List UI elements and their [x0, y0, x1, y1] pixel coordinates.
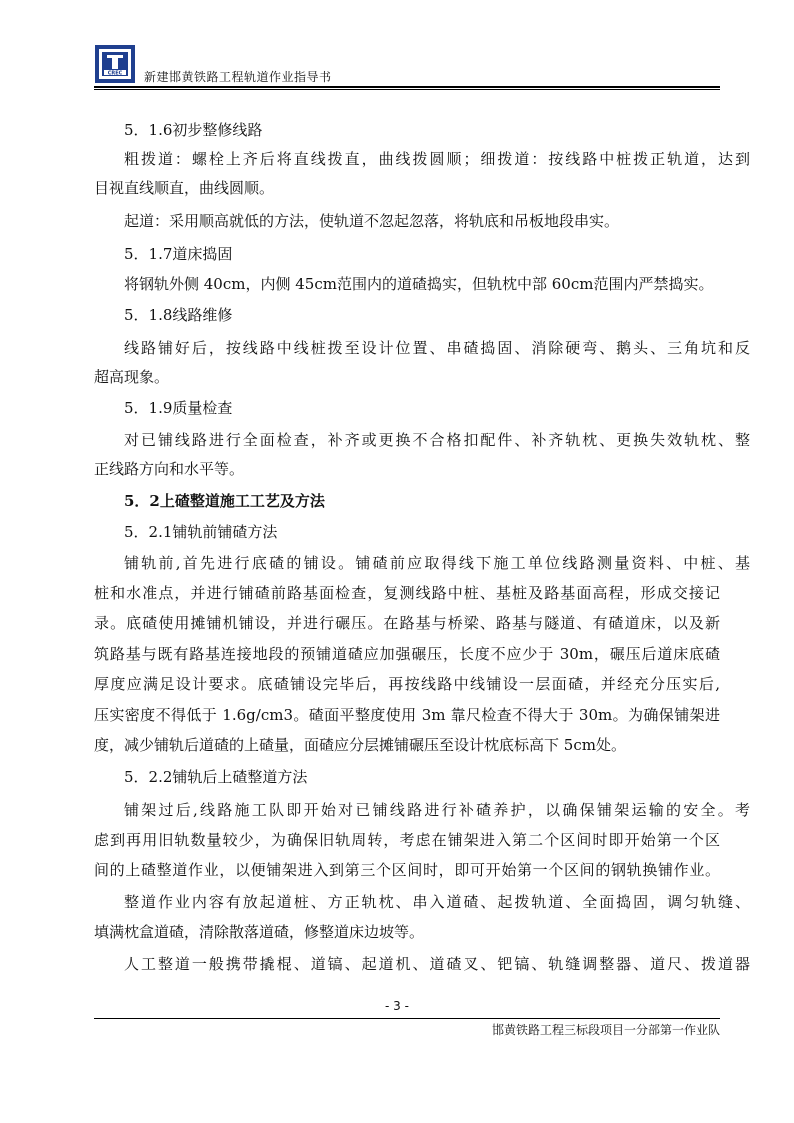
page-header — [94, 44, 720, 86]
section-heading: 5．1.9质量检查 — [124, 399, 233, 417]
section-heading: 5．1.7道床捣固 — [124, 245, 233, 263]
footer-organization: 邯黄铁路工程三标段项目一分部第一作业队 — [491, 1023, 720, 1037]
paragraph-line: 目视直线顺直，曲线圆顺。 — [94, 179, 275, 197]
paragraph-line: 超高现象。 — [94, 368, 170, 386]
paragraph-line: 将钢轨外侧 40cm，内侧 45cm范围内的道碴捣实，但轨枕中部 60cm范围内严禁捣实。 — [124, 275, 714, 293]
paragraph-line: 对已铺线路进行全面检查，补齐或更换不合格扣配件、补齐轨枕、更换失效轨枕、整 — [124, 431, 750, 449]
paragraph-line: 填满枕盒道碴，清除散落道碴，修整道床边坡等。 — [94, 923, 425, 941]
paragraph-line: 整道作业内容有放起道桩、方正轨枕、串入道碴、起拨轨道、全面捣固，调匀轨缝、 — [124, 893, 750, 911]
section-heading: 5．2.2铺轨后上碴整道方法 — [124, 768, 308, 786]
section-heading-bold: 5．2上碴整道施工工艺及方法 — [124, 492, 325, 510]
crec-logo — [94, 44, 136, 84]
document-title: 新建邯黄铁路工程轨道作业指导书 — [144, 70, 332, 84]
header-rule — [94, 86, 720, 88]
section-heading: 5．2.1铺轨前铺碴方法 — [124, 523, 278, 541]
paragraph-line: 正线路方向和水平等。 — [94, 460, 245, 478]
paragraph-line: 铺轨前,首先进行底碴的铺设。铺碴前应取得线下施工单位线路测量资料、中桩、基 — [124, 554, 750, 572]
paragraph-line: 起道：采用顺高就低的方法，使轨道不忽起忽落，将轨底和吊板地段串实。 — [124, 212, 620, 230]
paragraph-line: 粗拨道：螺栓上齐后将直线拨直，曲线拨圆顺；细拨道：按线路中桩拨正轨道，达到 — [124, 150, 750, 168]
paragraph-line: 筑路基与既有路基连接地段的预铺道碴应加强碾压，长度不应少于 30m，碾压后道床底碴 — [94, 645, 720, 663]
paragraph-line: 线路铺好后，按线路中线桩拨至设计位置、串碴捣固、消除硬弯、鹅头、三角坑和反 — [124, 339, 750, 357]
section-heading: 5．1.6初步整修线路 — [124, 121, 263, 139]
page-number: - 3 - — [385, 999, 409, 1013]
paragraph-line: 铺架过后,线路施工队即开始对已铺线路进行补碴养护，以确保铺架运输的安全。考 — [124, 801, 750, 819]
paragraph-line: 桩和水准点，并进行铺碴前路基面检查，复测线路中桩、基桩及路基面高程，形成交接记 — [94, 584, 720, 602]
header-rule-thin — [94, 89, 720, 90]
section-heading: 5．1.8线路维修 — [124, 306, 233, 324]
footer-rule — [94, 1018, 720, 1019]
paragraph-line: 厚度应满足设计要求。底碴铺设完毕后，再按线路中线铺设一层面碴，并经充分压实后, — [94, 675, 720, 693]
paragraph-line: 虑到再用旧轨数量较少，为确保旧轨周转，考虑在铺架进入第二个区间时即开始第一个区 — [94, 831, 720, 849]
paragraph-line: 度，减少铺轨后道碴的上碴量，面碴应分层摊铺碾压至设计枕底标高下 5cm处。 — [94, 736, 626, 754]
paragraph-line: 录。底碴使用摊铺机铺设，并进行碾压。在路基与桥梁、路基与隧道、有碴道床，以及新 — [94, 614, 720, 632]
paragraph-line: 压实密度不得低于 1.6g/cm3。碴面平整度使用 3m 靠尺检查不得大于 30m。为确保铺架进 — [94, 706, 720, 724]
paragraph-line: 人工整道一般携带撬棍、道镐、起道机、道碴叉、钯镐、轨缝调整器、道尺、拨道器 — [124, 955, 750, 973]
paragraph-line: 间的上碴整道作业，以便铺架进入到第三个区间时，即可开始第一个区间的钢轨换铺作业。 — [94, 861, 720, 879]
svg-text:CREC: CREC — [107, 70, 123, 77]
